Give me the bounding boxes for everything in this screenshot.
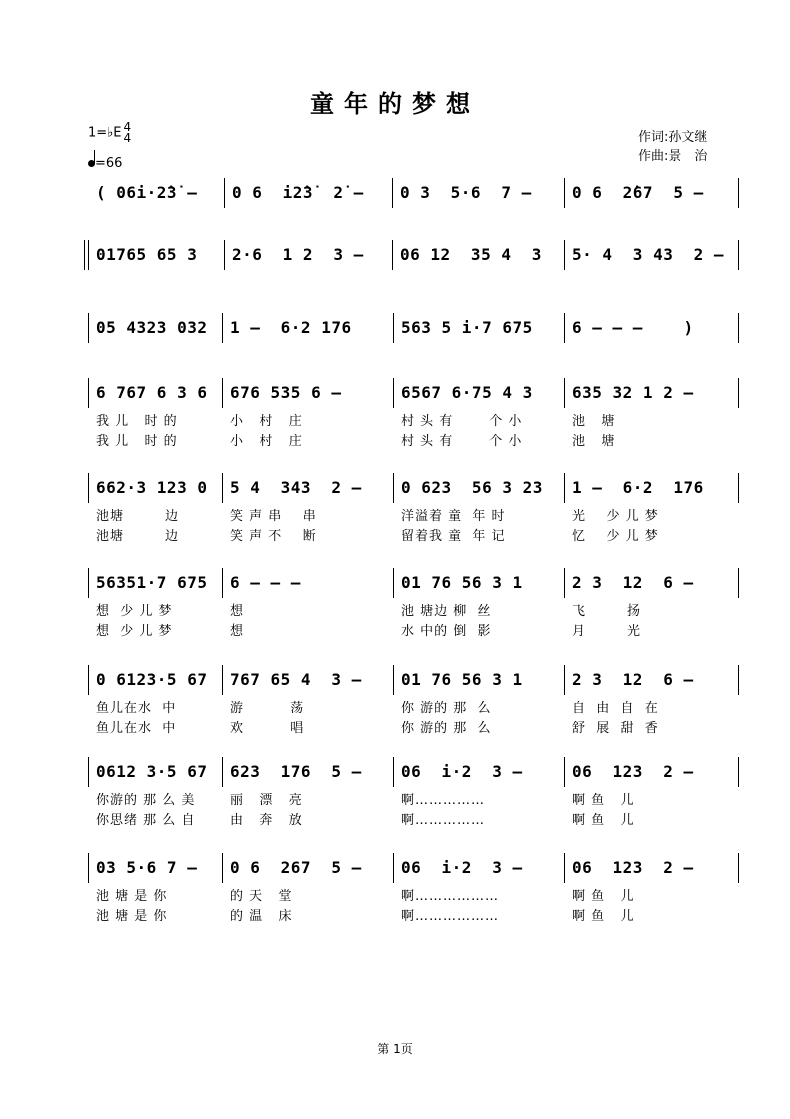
lyric-line-2: 想 [230, 624, 245, 639]
credits [638, 128, 707, 166]
measure: 01 76 56 3 1 [401, 573, 523, 592]
composer-credit: 作曲:景 治 [638, 149, 708, 164]
tempo-marking [88, 156, 122, 171]
barline [564, 240, 565, 270]
barline [88, 240, 89, 270]
barline [393, 853, 394, 883]
barline [393, 378, 394, 408]
barline [564, 757, 565, 787]
barline [564, 665, 565, 695]
song-title: 童年的梦想 [310, 90, 480, 118]
barline [738, 568, 739, 598]
lyric-line-2: 鱼儿在水 中 [96, 721, 177, 736]
measure: 2 3 12 6 – [572, 573, 694, 592]
barline [738, 665, 739, 695]
lyric-line-2: 欢 唱 [230, 721, 305, 736]
lyric-line-2: 池 塘 是 你 [96, 909, 168, 924]
barline [224, 178, 225, 208]
lyric-line-1: 笑 声 串 串 [230, 509, 317, 524]
barline [88, 853, 89, 883]
lyric-line-1: 村 头 有 个 小 [401, 414, 523, 429]
lyric-line-2: 由 奔 放 [230, 813, 303, 828]
measure: 635 32 1 2 – [572, 383, 694, 402]
lyric-line-1: 的 天 堂 [230, 889, 293, 904]
barline [738, 313, 739, 343]
measure: 0 623 56 3 23 [401, 478, 543, 497]
barline [392, 178, 393, 208]
time-signature [124, 122, 132, 144]
measure: 0 6123·5 67 [96, 670, 208, 689]
repeat-barline [84, 240, 85, 270]
barline [738, 378, 739, 408]
measure: 6 – – – [230, 573, 301, 592]
barline [564, 378, 565, 408]
measure: 0 3 5·6 7 – [400, 183, 532, 202]
lyric-line-1: 游 荡 [230, 701, 305, 716]
barline [88, 568, 89, 598]
lyric-line-2: 忆 少 儿 梦 [572, 529, 659, 544]
lyric-line-1: 啊……………… [401, 889, 500, 904]
barline [224, 240, 225, 270]
key-signature [88, 122, 131, 144]
barline [564, 178, 565, 208]
measure: 03 5·6 7 – [96, 858, 198, 877]
measure: 2·6 1 2 3 – [232, 245, 364, 264]
quarter-note-icon [88, 160, 95, 167]
measure: 06 12 35 4 3 [400, 245, 542, 264]
lyric-line-1: 想 少 儿 梦 [96, 604, 173, 619]
measure: 0 6 2̇67 5 – [572, 183, 704, 202]
barline [222, 313, 223, 343]
lyric-line-2: 水 中的 倒 影 [401, 624, 492, 639]
lyric-line-1: 小 村 庄 [230, 414, 303, 429]
measure: 1 – 6·2 176 [572, 478, 704, 497]
barline [88, 313, 89, 343]
lyric-line-2: 啊……………… [401, 909, 500, 924]
barline [393, 473, 394, 503]
measure: 623 176 5 – [230, 762, 362, 781]
lyric-line-1: 洋溢着 童 年 时 [401, 509, 506, 524]
lyric-line-1: 光 少 儿 梦 [572, 509, 659, 524]
lyric-line-2: 啊…………… [401, 813, 486, 828]
lyric-line-1: 池 塘 是 你 [96, 889, 168, 904]
lyric-line-1: 池塘 边 [96, 509, 180, 524]
barline [88, 378, 89, 408]
lyric-line-2: 啊 鱼 儿 [572, 813, 635, 828]
measure: 01765 65 3 [96, 245, 198, 264]
measure: 0 6 267 5 – [230, 858, 362, 877]
lyricist-credit: 作词:孙文继 [638, 130, 708, 145]
barline [222, 473, 223, 503]
barline [392, 240, 393, 270]
measure: 0 6 i2̇3̇ 2̇ – [232, 183, 364, 202]
barline [564, 568, 565, 598]
lyric-line-1: 你游的 那 么 美 [96, 793, 196, 808]
barline [222, 853, 223, 883]
lyric-line-1: 啊…………… [401, 793, 486, 808]
lyric-line-1: 你 游的 那 么 [401, 701, 492, 716]
lyric-line-2: 留着我 童 年 记 [401, 529, 506, 544]
measure: 1 – 6·2 176 [230, 318, 352, 337]
barline [738, 473, 739, 503]
lyric-line-2: 我 儿 时 的 [96, 434, 178, 449]
barline [393, 757, 394, 787]
lyric-line-2: 池 塘 [572, 434, 616, 449]
lyric-line-2: 笑 声 不 断 [230, 529, 317, 544]
measure: ( 06i·2̇3̇ – [96, 183, 198, 202]
lyric-line-2: 月 光 [572, 624, 642, 639]
measure: 662·3 123 0 [96, 478, 208, 497]
lyric-line-1: 啊 鱼 儿 [572, 793, 635, 808]
barline [88, 665, 89, 695]
measure: 06 123 2 – [572, 762, 694, 781]
barline [222, 665, 223, 695]
measure: 5· 4 3 43 2 – [572, 245, 724, 264]
barline [222, 568, 223, 598]
barline [393, 665, 394, 695]
barline [88, 473, 89, 503]
measure: 2 3 12 6 – [572, 670, 694, 689]
barline [393, 313, 394, 343]
lyric-line-1: 啊 鱼 儿 [572, 889, 635, 904]
lyric-line-2: 舒 展 甜 香 [572, 721, 659, 736]
measure: 56351·7 675 [96, 573, 208, 592]
measure: 06 123 2 – [572, 858, 694, 877]
measure: 06 i·2 3 – [401, 762, 523, 781]
lyric-line-1: 池 塘边 柳 丝 [401, 604, 492, 619]
lyric-line-2: 的 温 床 [230, 909, 293, 924]
barline [564, 853, 565, 883]
lyric-line-1: 鱼儿在水 中 [96, 701, 177, 716]
barline [738, 757, 739, 787]
time-top: 4 [123, 120, 132, 134]
lyric-line-1: 飞 扬 [572, 604, 642, 619]
barline [738, 178, 739, 208]
lyric-line-2: 你 游的 那 么 [401, 721, 492, 736]
barline [222, 378, 223, 408]
lyric-line-2: 啊 鱼 儿 [572, 909, 635, 924]
time-bottom: 4 [123, 131, 132, 145]
barline [738, 853, 739, 883]
barline [564, 473, 565, 503]
lyric-line-2: 你思绪 那 么 自 [96, 813, 196, 828]
measure: 676 535 6 – [230, 383, 342, 402]
measure: 767 65 4 3 – [230, 670, 362, 689]
lyric-line-2: 池塘 边 [96, 529, 180, 544]
measure: 05 4323 032 [96, 318, 208, 337]
key-label: 1=♭E [88, 125, 122, 141]
barline [393, 568, 394, 598]
lyric-line-1: 丽 漂 亮 [230, 793, 303, 808]
lyric-line-1: 我 儿 时 的 [96, 414, 178, 429]
measure: 6567 6·75 4 3 [401, 383, 533, 402]
measure: 6 767 6 3 6 [96, 383, 208, 402]
lyric-line-1: 池 塘 [572, 414, 616, 429]
barline [222, 757, 223, 787]
measure: 01 76 56 3 1 [401, 670, 523, 689]
barline [564, 313, 565, 343]
measure: 563 5 i·7 675 [401, 318, 533, 337]
barline [738, 240, 739, 270]
measure: 5 4 343 2 – [230, 478, 362, 497]
measure: 6 – – – ) [572, 318, 694, 337]
lyric-line-2: 小 村 庄 [230, 434, 303, 449]
barline [88, 757, 89, 787]
measure: 06 i·2 3 – [401, 858, 523, 877]
lyric-line-1: 想 [230, 604, 245, 619]
tempo-value: =66 [95, 156, 123, 171]
measure: 0612 3·5 67 [96, 762, 208, 781]
lyric-line-2: 村 头 有 个 小 [401, 434, 523, 449]
page-number: 第 1页 [377, 1042, 413, 1056]
lyric-line-2: 想 少 儿 梦 [96, 624, 173, 639]
lyric-line-1: 自 由 自 在 [572, 701, 659, 716]
